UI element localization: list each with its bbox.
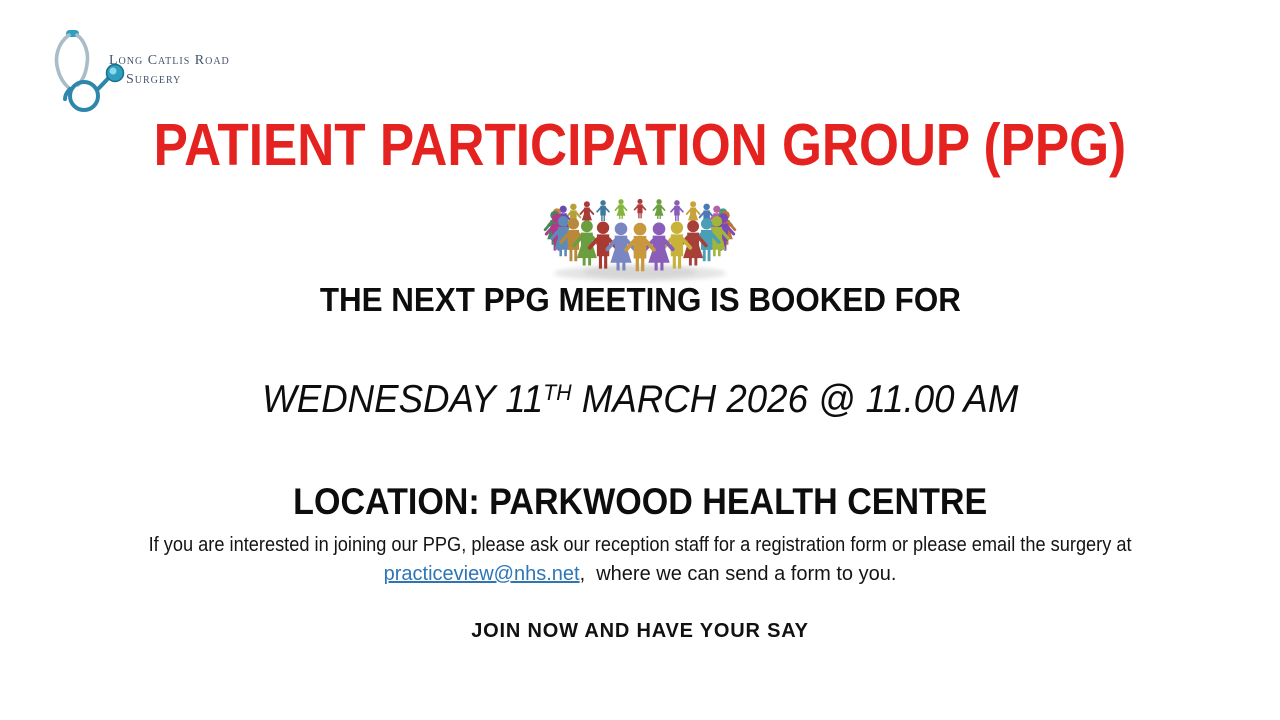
surgery-logo (46, 22, 246, 118)
email-link[interactable]: practiceview@nhs.net (383, 563, 580, 585)
people-holding-hands-icon (542, 183, 738, 285)
join-info-line2 (0, 563, 1280, 586)
meeting-intro-text: THE NEXT PPG MEETING IS BOOKED FOR (319, 281, 961, 318)
date-suffix: MARCH 2026 @ 11.00 AM (571, 378, 1019, 421)
cta-text: JOIN NOW AND HAVE YOUR SAY (471, 620, 809, 642)
meeting-date-text (0, 378, 1280, 422)
join-info-line1: If you are interested in joining our PPG, please ask our reception staff for a registration form or please email the surgery at (148, 534, 1132, 556)
meeting-location-text: LOCATION: PARKWOOD HEALTH CENTRE (293, 481, 987, 522)
stethoscope-icon (46, 22, 246, 118)
logo-line1: Long Catlis Road (109, 53, 230, 68)
date-ordinal: TH (543, 379, 572, 405)
logo-line2: Surgery (126, 72, 182, 87)
people-circle-image (542, 183, 738, 285)
page-title: PATIENT PARTICIPATION GROUP (PPG) (153, 112, 1127, 178)
date-prefix: WEDNESDAY 11 (261, 378, 544, 421)
join-info-line2-rest: , where we can send a form to you. (579, 563, 897, 585)
